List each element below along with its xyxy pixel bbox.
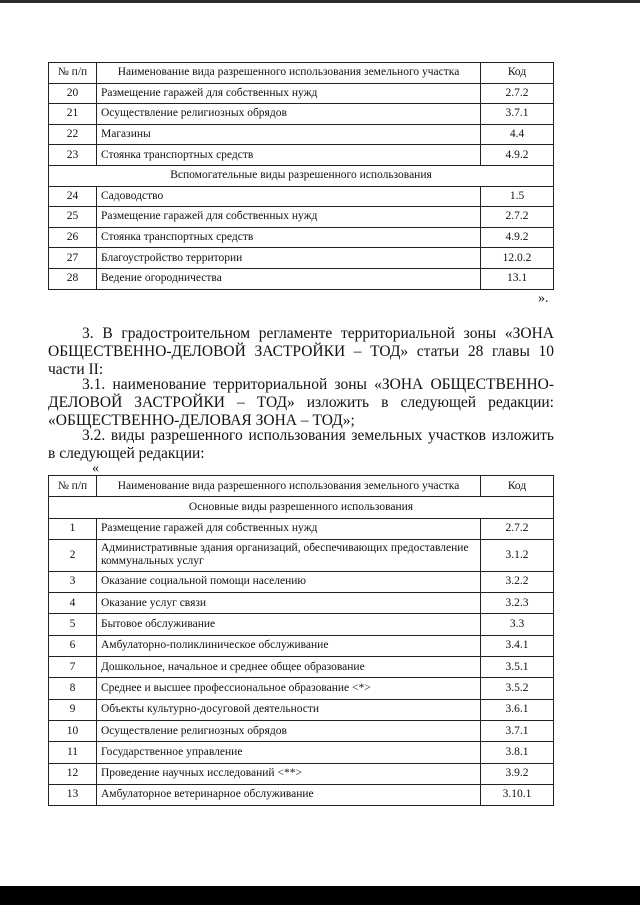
table-row bbox=[49, 104, 554, 125]
row-num: 2 bbox=[49, 539, 97, 571]
row-name: Размещение гаражей для собственных нужд bbox=[97, 518, 481, 539]
row-code: 4.9.2 bbox=[481, 145, 554, 166]
row-code: 13.1 bbox=[481, 268, 554, 289]
paragraph-3-1: 3.1. наименование территориальной зоны «ЗОНА ОБЩЕСТВЕННО-ДЕЛОВОЙ ЗАСТРОЙКИ – ТОД» изложить в следующей редакции: «ОБЩЕСТВЕННО-ДЕЛОВАЯ ЗОНА – ТОД»; bbox=[48, 376, 554, 429]
row-num: 8 bbox=[49, 678, 97, 699]
table-row bbox=[49, 145, 554, 166]
row-name: Оказание услуг связи bbox=[97, 593, 481, 614]
scan-edge-top bbox=[0, 0, 640, 3]
table-row bbox=[49, 657, 554, 678]
row-num: 26 bbox=[49, 227, 97, 248]
table-row bbox=[49, 539, 554, 571]
row-code: 3.8.1 bbox=[481, 742, 554, 763]
row-code: 3.5.1 bbox=[481, 657, 554, 678]
row-name: Осуществление религиозных обрядов bbox=[97, 104, 481, 125]
row-name: Амбулаторно-поликлиническое обслуживание bbox=[97, 635, 481, 656]
section-title-auxiliary: Вспомогательные виды разрешенного использования bbox=[49, 165, 554, 186]
table-row bbox=[49, 227, 554, 248]
table-row bbox=[49, 593, 554, 614]
row-code: 4.4 bbox=[481, 124, 554, 145]
section-row bbox=[49, 497, 554, 518]
row-num: 10 bbox=[49, 720, 97, 741]
row-num: 4 bbox=[49, 593, 97, 614]
row-num: 23 bbox=[49, 145, 97, 166]
row-num: 11 bbox=[49, 742, 97, 763]
row-num: 3 bbox=[49, 571, 97, 592]
table-row bbox=[49, 678, 554, 699]
row-code: 12.0.2 bbox=[481, 248, 554, 269]
table-row bbox=[49, 83, 554, 104]
table-header-row bbox=[49, 63, 554, 84]
table-row bbox=[49, 207, 554, 228]
row-num: 24 bbox=[49, 186, 97, 207]
row-code: 3.5.2 bbox=[481, 678, 554, 699]
row-code: 3.3 bbox=[481, 614, 554, 635]
closing-quote: ». bbox=[538, 291, 549, 306]
header-code: Код bbox=[481, 476, 554, 497]
table-row bbox=[49, 614, 554, 635]
row-code: 3.9.2 bbox=[481, 763, 554, 784]
row-name: Стоянка транспортных средств bbox=[97, 227, 481, 248]
row-name: Стоянка транспортных средств bbox=[97, 145, 481, 166]
row-name: Благоустройство территории bbox=[97, 248, 481, 269]
row-num: 5 bbox=[49, 614, 97, 635]
table-row bbox=[49, 124, 554, 145]
land-use-table-tod bbox=[48, 475, 554, 806]
row-num: 22 bbox=[49, 124, 97, 145]
row-name: Проведение научных исследований <**> bbox=[97, 763, 481, 784]
row-code: 3.2.3 bbox=[481, 593, 554, 614]
row-code: 2.7.2 bbox=[481, 207, 554, 228]
row-name: Объекты культурно-досуговой деятельности bbox=[97, 699, 481, 720]
row-code: 4.9.2 bbox=[481, 227, 554, 248]
scan-edge-bottom bbox=[0, 886, 640, 905]
row-num: 7 bbox=[49, 657, 97, 678]
row-name: Размещение гаражей для собственных нужд bbox=[97, 207, 481, 228]
header-name: Наименование вида разрешенного использования земельного участка bbox=[97, 476, 481, 497]
table-row bbox=[49, 518, 554, 539]
row-name: Административные здания организаций, обеспечивающих предоставление коммунальных услуг bbox=[97, 539, 481, 571]
section-title-main: Основные виды разрешенного использования bbox=[49, 497, 554, 518]
row-num: 12 bbox=[49, 763, 97, 784]
row-name: Среднее и высшее профессиональное образование <*> bbox=[97, 678, 481, 699]
table-row bbox=[49, 699, 554, 720]
header-code: Код bbox=[481, 63, 554, 84]
row-code: 1.5 bbox=[481, 186, 554, 207]
paragraph-3: 3. В градостроительном регламенте территориальной зоны «ЗОНА ОБЩЕСТВЕННО-ДЕЛОВОЙ ЗАСТРОЙКИ – ТОД» статьи 28 главы 10 части II: bbox=[48, 325, 554, 378]
row-num: 20 bbox=[49, 83, 97, 104]
row-code: 3.6.1 bbox=[481, 699, 554, 720]
table-row bbox=[49, 635, 554, 656]
land-use-table-continued bbox=[48, 62, 554, 290]
table-row bbox=[49, 720, 554, 741]
row-name: Ведение огородничества bbox=[97, 268, 481, 289]
row-num: 9 bbox=[49, 699, 97, 720]
header-num: № п/п bbox=[49, 476, 97, 497]
row-code: 3.2.2 bbox=[481, 571, 554, 592]
row-num: 1 bbox=[49, 518, 97, 539]
opening-quote: « bbox=[92, 461, 99, 476]
row-num: 13 bbox=[49, 784, 97, 805]
row-num: 27 bbox=[49, 248, 97, 269]
row-num: 6 bbox=[49, 635, 97, 656]
row-name: Магазины bbox=[97, 124, 481, 145]
table-row bbox=[49, 571, 554, 592]
header-num: № п/п bbox=[49, 63, 97, 84]
row-name: Амбулаторное ветеринарное обслуживание bbox=[97, 784, 481, 805]
row-name: Садоводство bbox=[97, 186, 481, 207]
row-name: Государственное управление bbox=[97, 742, 481, 763]
row-name: Бытовое обслуживание bbox=[97, 614, 481, 635]
header-name: Наименование вида разрешенного использования земельного участка bbox=[97, 63, 481, 84]
table-row bbox=[49, 742, 554, 763]
row-code: 3.7.1 bbox=[481, 104, 554, 125]
table-row bbox=[49, 784, 554, 805]
row-code: 3.10.1 bbox=[481, 784, 554, 805]
table-row bbox=[49, 248, 554, 269]
table-row bbox=[49, 268, 554, 289]
row-name: Оказание социальной помощи населению bbox=[97, 571, 481, 592]
table-header-row bbox=[49, 476, 554, 497]
section-row bbox=[49, 165, 554, 186]
row-code: 3.4.1 bbox=[481, 635, 554, 656]
row-name: Осуществление религиозных обрядов bbox=[97, 720, 481, 741]
row-code: 2.7.2 bbox=[481, 518, 554, 539]
row-name: Размещение гаражей для собственных нужд bbox=[97, 83, 481, 104]
row-code: 3.7.1 bbox=[481, 720, 554, 741]
row-name: Дошкольное, начальное и среднее общее образование bbox=[97, 657, 481, 678]
row-num: 28 bbox=[49, 268, 97, 289]
table-row bbox=[49, 763, 554, 784]
row-code: 3.1.2 bbox=[481, 539, 554, 571]
row-num: 25 bbox=[49, 207, 97, 228]
row-code: 2.7.2 bbox=[481, 83, 554, 104]
table-row bbox=[49, 186, 554, 207]
paragraph-3-2: 3.2. виды разрешенного использования земельных участков изложить в следующей редакции: bbox=[48, 427, 554, 462]
row-num: 21 bbox=[49, 104, 97, 125]
